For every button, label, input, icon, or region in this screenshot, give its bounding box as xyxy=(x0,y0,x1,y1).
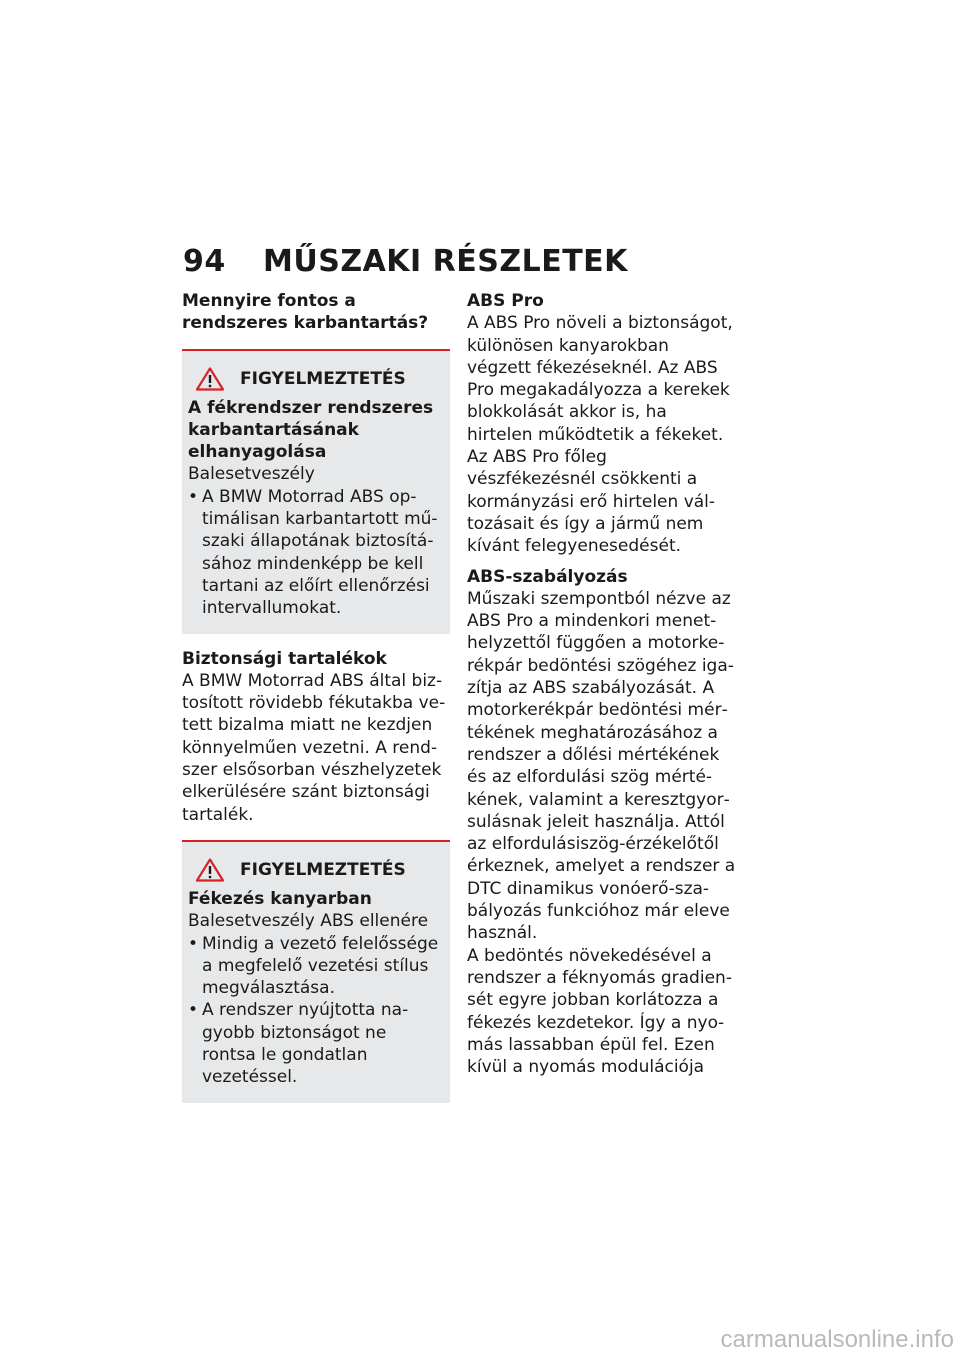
warning-heading: A fékrendszer rendszeres karbantartásának elhanyagolása xyxy=(188,397,434,463)
warning-heading: Fékezés kanyarban xyxy=(188,888,372,909)
warning-subtitle: Balesetveszély xyxy=(188,464,315,485)
warning-triangle-icon xyxy=(196,858,224,882)
warning-box-maintenance xyxy=(182,349,450,634)
warning-label: FIGYELMEZTETÉS xyxy=(240,368,406,389)
warning-title xyxy=(188,858,444,882)
section-body-abs-control-1: Műszaki szempontból nézve az ABS Pro a mindenkori menethelyzettől függően a motorkerékpár bedöntési szögéhez igazítja az ABS szabályozását. A motorkerékpár bedöntési mértékének meghatározásához a rendszer a dőlési mértékének és az elfordulási szög mértékének, valamint a keresztgyorsulásnak jeleit használja. Attól az elfordulásiszög-érzékelőtől érkeznek, amelyet a rendszer a DTC dinamikus vonóerő-szabályozás funkcióhoz már eleve használ. xyxy=(467,588,736,944)
bullet-item: • Mindig a vezető felelőssége a megfelelő vezetési stílus megválasztása. xyxy=(188,933,444,1000)
page-header xyxy=(183,244,628,279)
warning-label: FIGYELMEZTETÉS xyxy=(240,859,406,880)
warning-bullets xyxy=(188,486,444,620)
warning-box-cornering xyxy=(182,840,450,1103)
watermark: carmanualsonline.info xyxy=(720,1326,954,1353)
section-heading-abs-control: ABS-szabályozás xyxy=(467,566,628,587)
warning-bullets xyxy=(188,933,444,1089)
section-body-safety-reserve: A BMW Motorrad ABS által biztosított rövidebb fékutakba vetett bizalma miatt ne kezdjen könnyelműen vezetni. A rendszer elsősorban vészhelyzetek elkerülésére szánt biztonsági tartalék. xyxy=(182,670,446,825)
bullet-item: • A rendszer nyújtotta nagyobb biztonságot ne rontsa le gondatlan vezetéssel. xyxy=(188,999,444,1088)
left-column xyxy=(182,290,450,1117)
right-column xyxy=(467,290,737,1078)
section-body-abs-control-2: A bedöntés növekedésével a rendszer a féknyomás gradiensét egyre jobban korlátozza a fékezés kezdetekor. Így a nyomás lassabban épül fel. Ezen kívül a nyomás modulációja xyxy=(467,945,732,1078)
warning-title xyxy=(188,367,444,391)
warning-triangle-icon xyxy=(196,367,224,391)
chapter-title: MŰSZAKI RÉSZLETEK xyxy=(263,244,628,279)
section-body-abs-pro: A ABS Pro növeli a biztonságot, különösen kanyarokban végzett fékezéseknél. Az ABS Pro megakadályozza a kerekek blokkolását akkor is, ha hirtelen működtetik a fékeket. Az ABS Pro főleg vészfékezésnél csökkenti a kormányzási erő hirtelen változásait és így a jármű nem kívánt felegyenesedését. xyxy=(467,313,733,557)
section-heading-safety-reserve: Biztonsági tartalékok xyxy=(182,648,387,669)
section-heading-abs-pro: ABS Pro xyxy=(467,291,544,311)
page-number: 94 xyxy=(183,244,226,279)
warning-subtitle: Balesetveszély ABS ellenére xyxy=(188,911,429,932)
section-heading-maintenance: Mennyire fontos a rendszeres karbantartás? xyxy=(182,291,429,334)
bullet-item: • A BMW Motorrad ABS optimálisan karbantartott műszaki állapotának biztosításához mindenképp be kell tartani az előírt ellenőrzési intervallumokat. xyxy=(188,486,444,620)
